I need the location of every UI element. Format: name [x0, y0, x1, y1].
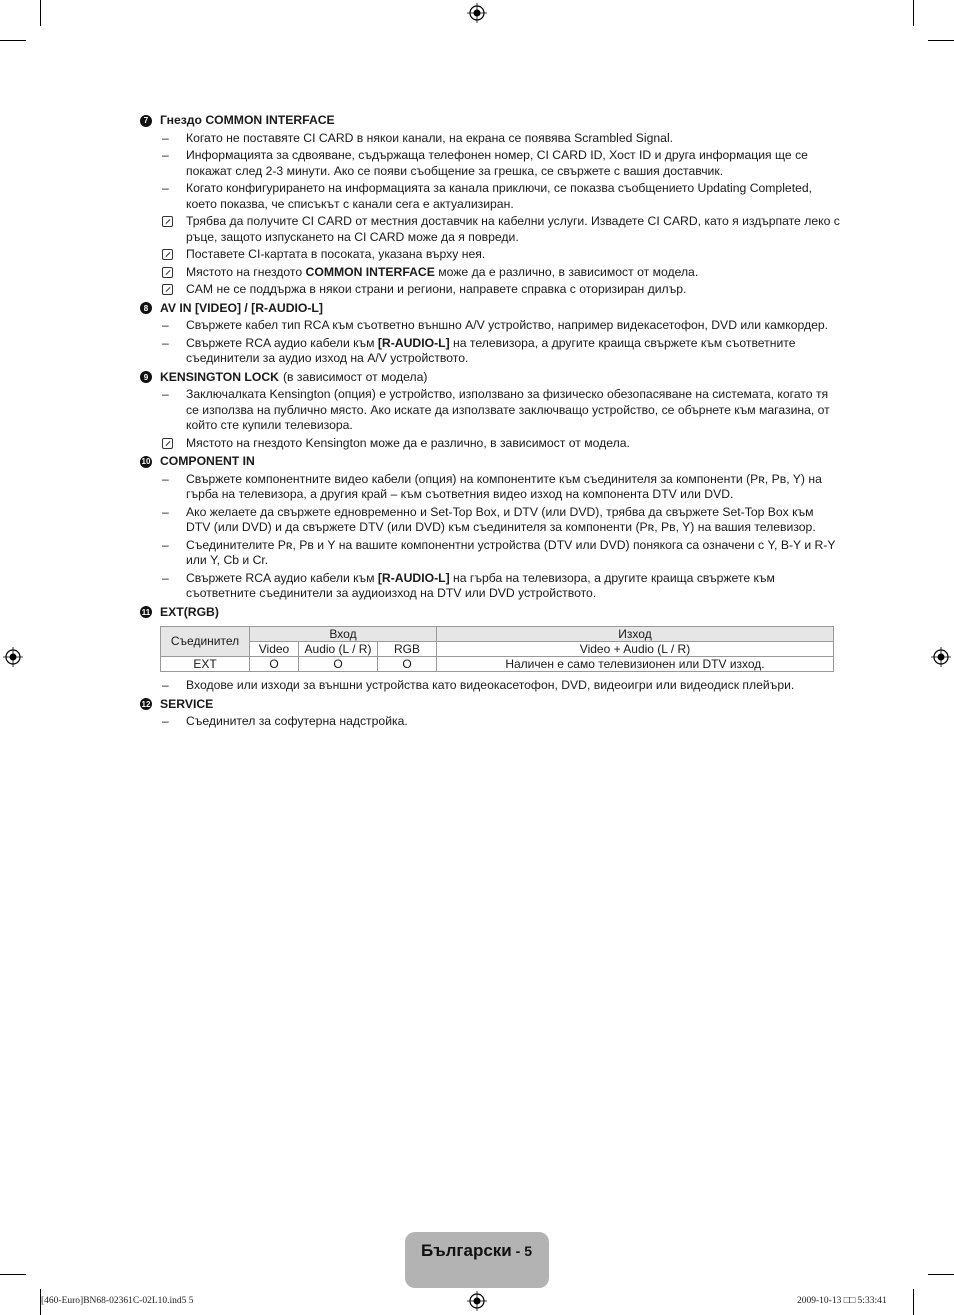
note-marker [140, 265, 186, 281]
note-item [140, 436, 840, 452]
dash-marker [140, 336, 186, 367]
section-title: KENSINGTON LOCK [160, 369, 279, 384]
list-item [140, 571, 840, 602]
section-title: SERVICE [160, 696, 214, 711]
note-icon [162, 438, 173, 449]
item-text: Информацията за сдвояване, съдържаща телефонен номер, CI CARD ID, Хост ID и друга информация ще се покажат след 2-3 минути. Ако се появи съобщение за грешка, се свържете с вашия доставчик. [186, 148, 808, 178]
dash-marker [140, 571, 186, 602]
item-text: Мястото на гнездото Kensington може да е различно, в зависимост от модела. [186, 435, 630, 450]
text-part: на гърба на телевизора, а другите краища свържете към съответните съединители за аудиоизход на DTV или DVD устройството. [186, 570, 775, 600]
item-text: Свържете компонентните видео кабели (опция) на компонентите към съединителя за компоненти (Pʀ, Pʙ, Y) на гърба на телевизора, а другия край – към съответния видео изход на компонента DTV или DVD. [186, 471, 822, 501]
section-heading [140, 113, 840, 129]
section-heading [140, 697, 840, 713]
col-group-out: Изход [437, 627, 834, 642]
item-text [186, 336, 840, 367]
item-text: Съединител за софутерна надстройка. [186, 714, 408, 728]
section-7 [140, 113, 840, 298]
dash-marker [140, 505, 186, 536]
list-item [140, 131, 840, 147]
note-item [140, 214, 840, 245]
manual-content [140, 110, 840, 732]
text-part: Свържете RCA аудио кабели към [186, 335, 378, 350]
section-heading [140, 301, 840, 317]
section-8 [140, 301, 840, 367]
cell-out: Наличен е само телевизионен или DTV изход. [437, 657, 834, 672]
section-12 [140, 697, 840, 730]
language-label: Български [421, 1241, 512, 1260]
item-text: Когато конфигурирането на информацията за канала приключи, се показва съобщението Updating Completed, което показва, че списъкът с канали сега е актуализиран. [186, 181, 813, 211]
dash-marker [140, 678, 186, 694]
page-number: 5 [524, 1243, 532, 1259]
dash-marker [140, 131, 186, 147]
list-item [140, 336, 840, 367]
dash-marker [140, 472, 186, 503]
col-out: Video + Audio (L / R) [437, 642, 834, 657]
list-item [140, 505, 840, 536]
item-text: Ако желаете да свържете едновременно и Set-Top Box, и DTV (или DVD), трябва да свържете Set-Top Box към DTV (или DVD) и да свържете DTV (или DVD) към съединителя за компоненти (Pʀ, Pʙ, Y) на вашия телевизор. [186, 504, 816, 534]
dash-marker [140, 318, 186, 334]
cell-audio: O [299, 657, 378, 672]
item-text: Поставете CI-картата в посоката, указана върху нея. [186, 247, 486, 261]
note-icon [162, 284, 173, 295]
item-text: Свържете кабел тип RCA към съответно външно A/V устройство, например видекасетофон, DVD или камкордер. [186, 318, 829, 332]
text-emphasis: [R-AUDIO-L] [377, 335, 450, 350]
crop-mark [40, 0, 41, 26]
list-item [140, 472, 840, 503]
text-part: на телевизора, а другите краища свържете към съответните съединители за аудио изход на A/V устройството. [186, 335, 796, 365]
page-footer [421, 1241, 532, 1261]
text-emphasis: [R-AUDIO-L] [377, 570, 450, 585]
note-item [140, 247, 840, 263]
text-part: Мястото на гнездото [186, 264, 306, 279]
dash-marker [140, 181, 186, 212]
item-text: Трябва да получите CI CARD от местния доставчик на кабелни услуги. Извадете CI CARD, като я издърпате леко с ръце, защото изпускането на CI CARD може да я повреди. [186, 214, 840, 244]
section-9 [140, 370, 840, 452]
dash-marker [140, 714, 186, 730]
item-text: Съединителите Pʀ, Pʙ и Y на вашите компонентни устройства (DTV или DVD) понякога са означени с Y, B-Y и R-Y или Y, Cb и Cr. [186, 537, 836, 567]
item-text: Когато не поставяте CI CARD в някои канали, на екрана се появява Scrambled Signal. [186, 130, 674, 145]
col-group-in: Вход [250, 627, 437, 642]
registration-mark-icon [467, 1291, 487, 1311]
cell-video: O [250, 657, 299, 672]
text-part: може да е различно, в зависимост от модела. [434, 264, 699, 279]
section-number-badge: 8 [140, 302, 152, 314]
registration-mark-icon [931, 647, 951, 667]
section-number-badge: 7 [140, 115, 152, 127]
note-item [140, 265, 840, 281]
note-icon [162, 267, 173, 278]
crop-mark [928, 1274, 954, 1275]
dash-marker [140, 538, 186, 569]
col-video: Video [250, 642, 299, 657]
section-title: EXT(RGB) [160, 604, 219, 619]
section-title: COMPONENT IN [160, 454, 255, 468]
section-heading [140, 605, 840, 621]
dash-marker [140, 148, 186, 179]
list-item [140, 538, 840, 569]
registration-mark-icon [467, 3, 487, 23]
print-slug-date: 2009-10-13 □□ 5:33:41 [797, 1296, 887, 1306]
section-10 [140, 454, 840, 602]
print-slug-file: [460-Euro]BN68-02361C-02L10.ind5 5 [41, 1296, 194, 1306]
crop-mark [0, 40, 26, 41]
col-connector: Съединител [161, 627, 250, 657]
col-rgb: RGB [378, 642, 437, 657]
note-item [140, 282, 840, 298]
item-text: Заключалката Kensington (опция) е устройство, използвано за физическо обезопасяване на системата, когато тя се използва на публично място. Ако искате да използвате заключващо устройство, се обърнете към магазина, от който сте купили телевизора. [186, 387, 830, 432]
list-item [140, 148, 840, 179]
item-text [186, 265, 840, 281]
note-icon [162, 249, 173, 260]
item-text: Входове или изходи за външни устройства като видеокасетофон, DVD, видеоигри или видеодиск плейъри. [186, 678, 795, 692]
section-11 [140, 605, 840, 694]
section-number-badge: 11 [141, 607, 151, 617]
item-text [186, 571, 840, 602]
row-label: EXT [161, 657, 250, 672]
section-title: Гнездо COMMON INTERFACE [160, 113, 335, 127]
item-text: CAM не се поддържа в някои страни и региони, направете справка с оторизиран дилър. [186, 282, 687, 296]
ext-connector-table [160, 626, 834, 672]
text-part: Свържете RCA аудио кабели към [186, 570, 378, 585]
page-separator: - [511, 1243, 525, 1259]
section-heading [140, 454, 840, 470]
section-number-badge: 10 [141, 457, 151, 466]
section-title: AV IN [VIDEO] / [R-AUDIO-L] [160, 300, 323, 315]
crop-mark [928, 40, 954, 41]
list-item [140, 714, 840, 730]
note-marker [140, 282, 186, 298]
section-number-badge: 12 [141, 699, 151, 709]
registration-mark-icon [3, 647, 23, 667]
note-marker [140, 436, 186, 452]
col-audio: Audio (L / R) [299, 642, 378, 657]
text-emphasis: COMMON INTERFACE [305, 264, 435, 279]
section-number-badge: 9 [140, 371, 152, 383]
note-icon [162, 216, 173, 227]
crop-mark [913, 0, 914, 26]
section-heading [140, 370, 840, 386]
crop-mark [913, 1289, 914, 1315]
section-title-note: (в зависимост от модела) [282, 369, 428, 384]
note-marker [140, 247, 186, 263]
dash-marker [140, 387, 186, 434]
list-item [140, 181, 840, 212]
cell-rgb: O [378, 657, 437, 672]
note-marker [140, 214, 186, 245]
list-item [140, 387, 840, 434]
list-item [140, 318, 840, 334]
crop-mark [0, 1274, 26, 1275]
list-item [140, 678, 840, 694]
